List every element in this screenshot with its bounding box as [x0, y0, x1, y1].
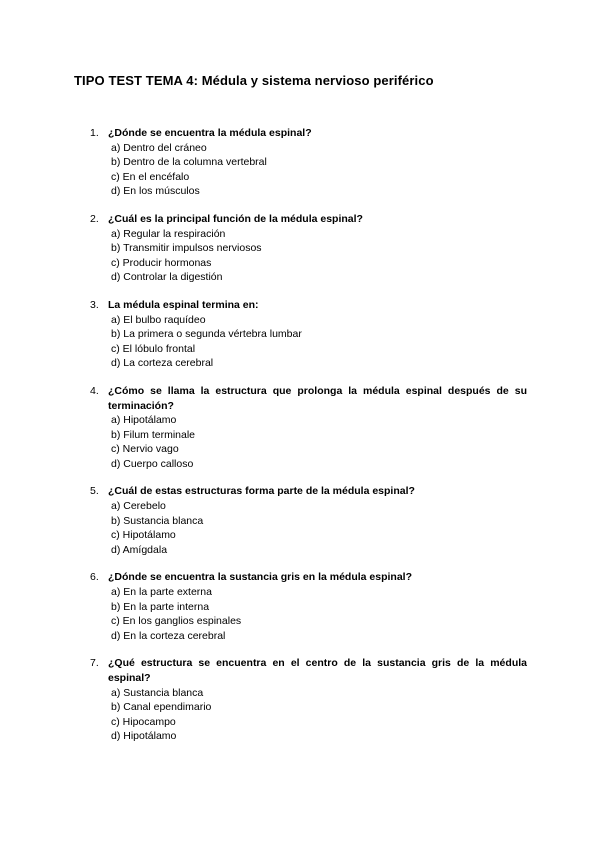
answer-option: d) En la corteza cerebral	[111, 629, 226, 642]
answer-option: b) Sustancia blanca	[111, 514, 204, 527]
answer-option: c) El lóbulo frontal	[111, 342, 196, 355]
answer-options	[0, 313, 600, 371]
answer-option: c) Nervio vago	[111, 443, 179, 456]
answer-option: a) Dentro del cráneo	[111, 141, 207, 154]
answer-option: c) En el encéfalo	[111, 170, 190, 183]
question-item	[0, 656, 600, 744]
question-number: 4.	[90, 384, 99, 397]
answer-option: b) Canal ependimario	[111, 701, 212, 714]
question-number: 3.	[90, 298, 99, 311]
question-number: 7.	[90, 657, 99, 670]
question-text: La médula espinal termina en:	[108, 298, 259, 311]
question-item	[0, 384, 600, 472]
answer-option: a) El bulbo raquídeo	[111, 313, 206, 326]
question-text: ¿Dónde se encuentra la médula espinal?	[108, 127, 312, 139]
answer-option: a) Cerebelo	[111, 500, 166, 513]
answer-option: b) Transmitir impulsos nerviosos	[111, 242, 262, 255]
question-item	[0, 212, 600, 285]
answer-option: d) Controlar la digestión	[111, 271, 223, 284]
answer-option: c) Producir hormonas	[111, 256, 212, 269]
answer-option: b) La primera o segunda vértebra lumbar	[111, 328, 302, 341]
answer-option: d) La corteza cerebral	[111, 357, 214, 370]
question-text: ¿Cuál de estas estructuras forma parte de la médula espinal?	[108, 485, 415, 498]
answer-option: b) Filum terminale	[111, 428, 196, 441]
answer-option: d) Amígdala	[111, 543, 168, 556]
answer-options	[0, 686, 600, 744]
question-text: ¿Cuál es la principal función de la médula espinal?	[108, 212, 363, 225]
question-item	[0, 298, 600, 371]
answer-option: d) En los músculos	[111, 185, 200, 198]
question-item	[0, 484, 600, 557]
answer-options	[0, 499, 600, 557]
answer-option: a) Sustancia blanca	[111, 686, 204, 699]
question-text: ¿Qué estructura se encuentra en el centro de la sustancia gris de la médula espinal?	[108, 657, 527, 684]
answer-option: a) En la parte externa	[111, 586, 212, 599]
question-text: ¿Cómo se llama la estructura que prolonga la médula espinal después de su terminación?	[108, 384, 527, 412]
question-item	[0, 570, 600, 643]
answer-options	[0, 141, 600, 199]
question-number: 5.	[90, 485, 99, 498]
answer-options	[0, 413, 600, 471]
question-text: ¿Dónde se encuentra la sustancia gris en la médula espinal?	[108, 571, 413, 584]
question-item	[0, 126, 600, 199]
answer-option: d) Cuerpo calloso	[111, 457, 194, 470]
answer-option: a) Regular la respiración	[111, 227, 226, 240]
question-number: 1.	[90, 127, 99, 139]
answer-option: d) Hipotálamo	[111, 730, 177, 743]
question-number: 6.	[90, 571, 99, 584]
question-list	[0, 126, 600, 757]
answer-option: b) Dentro de la columna vertebral	[111, 156, 267, 169]
document-title: TIPO TEST TEMA 4: Médula y sistema nervioso periférico	[74, 73, 434, 88]
answer-option: c) Hipocampo	[111, 715, 176, 728]
answer-options	[0, 227, 600, 285]
question-number: 2.	[90, 212, 99, 225]
answer-option: c) Hipotálamo	[111, 529, 176, 542]
answer-options	[0, 585, 600, 643]
answer-option: a) Hipotálamo	[111, 414, 177, 427]
answer-option: c) En los ganglios espinales	[111, 615, 242, 628]
answer-option: b) En la parte interna	[111, 600, 210, 613]
